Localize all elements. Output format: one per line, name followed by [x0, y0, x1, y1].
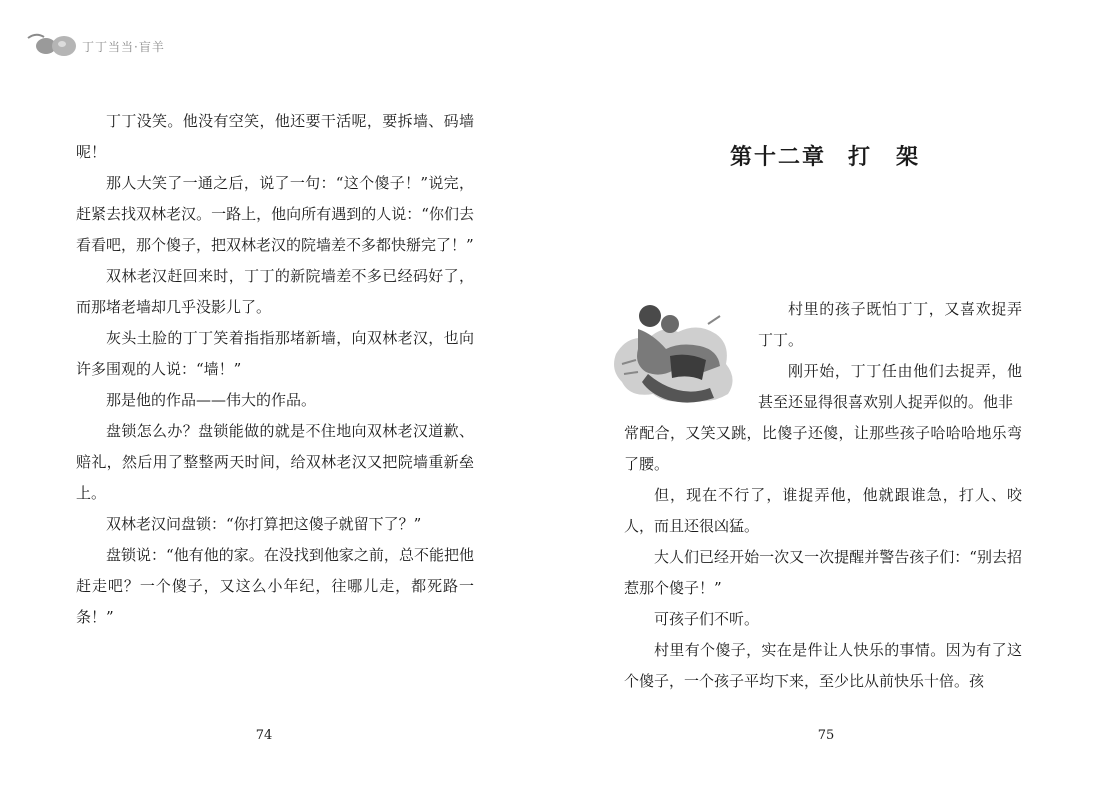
children-fighting-illustration [608, 294, 748, 409]
paragraph: 盘锁怎么办？盘锁能做的就是不住地向双林老汉道歉、赔礼，然后用了整整两天时间，给双林老汉又把院墙重新垒上。 [76, 422, 474, 502]
series-title: 丁丁当当·盲羊 [82, 40, 165, 54]
chapter-name: 打 架 [848, 144, 921, 170]
chapter-label: 第十二章 [730, 144, 827, 170]
paragraph: 那人大笑了一通之后，说了一句：“这个傻子！”说完，赶紧去找双林老汉。一路上，他向所有遇到的人说：“你们去看看吧，那个傻子，把双林老汉的院墙差不多都快掰完了！” [76, 174, 474, 254]
paragraph: 村里的孩子既怕丁丁，又喜欢捉弄丁丁。 [758, 300, 1022, 349]
chapter-opening-text [758, 294, 1022, 418]
paragraph: 但，现在不行了，谁捉弄他，他就跟谁急，打人、咬人，而且还很凶猛。 [624, 486, 1022, 535]
paragraph: 灰头土脸的丁丁笑着指指那堵新墙，向双林老汉，也向许多围观的人说：“墙！” [76, 329, 474, 378]
paragraph-continuation: 常配合，又笑又跳，比傻子还傻，让那些孩子哈哈哈地乐弯了腰。 [624, 424, 1022, 473]
right-page [548, 0, 1096, 786]
right-body [624, 418, 1022, 697]
paragraph: 可孩子们不听。 [654, 610, 760, 628]
page-number: 74 [255, 728, 273, 743]
paragraph: 双林老汉问盘锁：“你打算把这傻子就留下了？” [106, 515, 422, 533]
paragraph: 村里有个傻子，实在是件让人快乐的事情。因为有了这个傻子，一个孩子平均下来，至少比从前快乐十倍。孩 [624, 641, 1022, 690]
page-number: 75 [817, 728, 835, 743]
paragraph: 丁丁没笑。他没有空笑，他还要干活呢，要拆墙、码墙呢！ [76, 112, 474, 161]
paragraph: 那是他的作品——伟大的作品。 [106, 391, 317, 409]
paragraph: 刚开始，丁丁任由他们去捉弄，他甚至还显得很喜欢别人捉弄似的。他非 [758, 362, 1022, 411]
paragraph: 大人们已经开始一次又一次提醒并警告孩子们：“别去招惹那个傻子！” [624, 548, 1022, 597]
left-body [76, 106, 474, 633]
chapter-title [730, 140, 920, 171]
paragraph: 双林老汉赶回来时，丁丁的新院墙差不多已经码好了，而那堵老墙却几乎没影儿了。 [76, 267, 474, 316]
paragraph: 盘锁说：“他有他的家。在没找到他家之前，总不能把他赶走吧？一个傻子，又这么小年纪，往哪儿走，都死路一条！” [76, 546, 474, 626]
